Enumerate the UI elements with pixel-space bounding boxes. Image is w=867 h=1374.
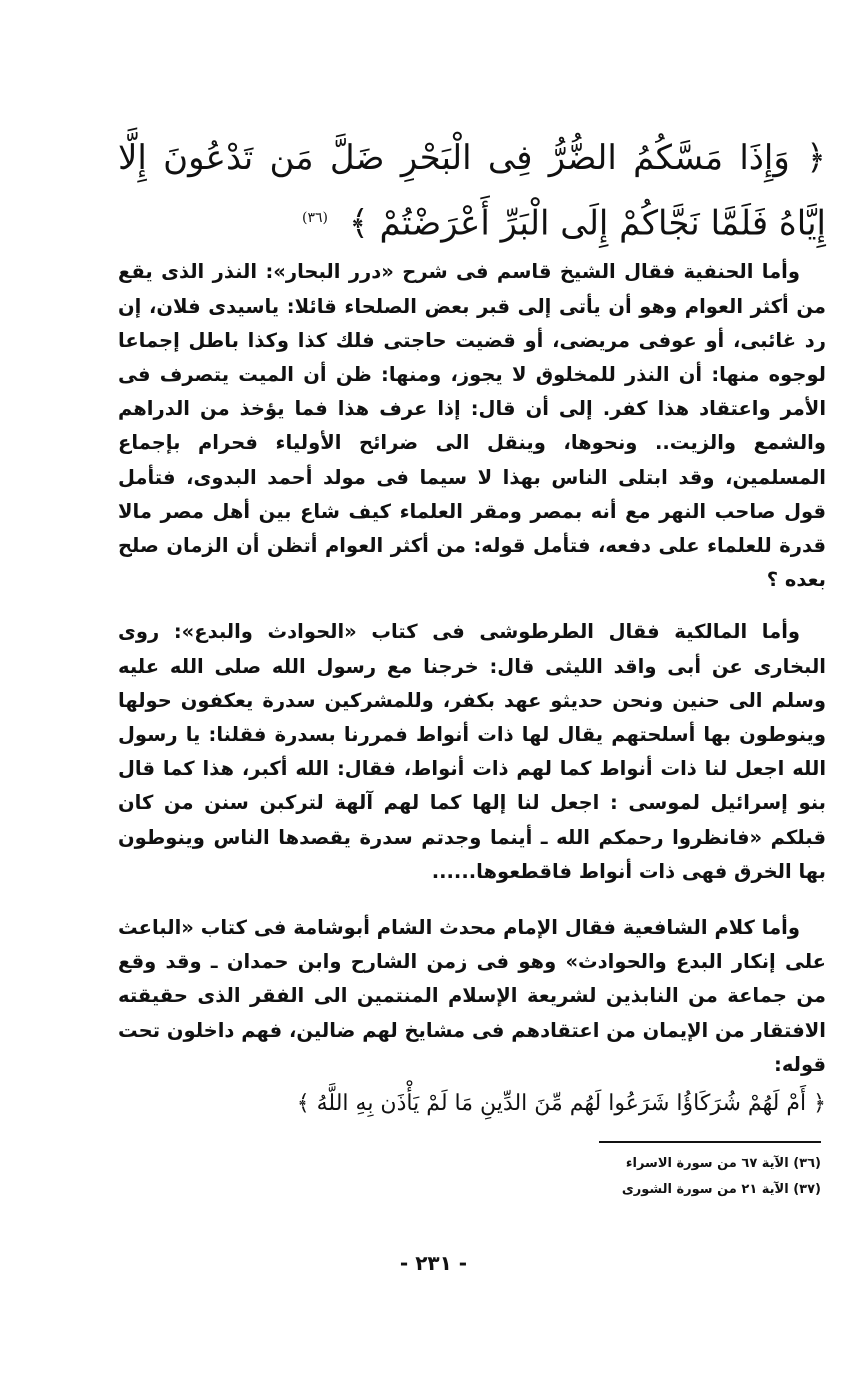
footnote-37: (٣٧) الآية ٢١ من سورة الشورى bbox=[621, 1182, 821, 1197]
page-number: - ٢٣١ - bbox=[399, 1251, 468, 1275]
quran-verse bbox=[118, 128, 826, 253]
inline-quran-verse: ﴿ أَمْ لَهُمْ شُرَكَاؤُا شَرَعُوا لَهُم مِّنَ الدِّينِ مَا لَمْ يَأْذَن بِهِ اللَّهُ ﴾ bbox=[296, 1091, 826, 1116]
footnotes bbox=[599, 1141, 821, 1203]
paragraph-shafii: وأما كلام الشافعية فقال الإمام محدث الشام أبوشامة فى كتاب «الباعث على إنكار البدع والحوادث» وهو فى زمن الشارح وابن حمدان ـ وقد وقع من جماعة من النابذين لشريعة الإسلام المنتمين الى الفقر الذى حقيقته الافتقار من الإيمان من اعتقادهم فى مشايخ لهم ضالين، فهم داخلون تحت قوله: bbox=[118, 915, 826, 1076]
paragraph-hanafi: وأما الحنفية فقال الشيخ قاسم فى شرح «درر البحار»: النذر الذى يقع من أكثر العوام وهو أن يأتى إلى قبر بعض الصلحاء قائلا: ياسيدى فلان، إن رد غائبى، أو عوفى مريضى، أو قضيت حاجتى فلك كذا وكذا باطل إجماعا لوجوه منها: أن النذر للمخلوق لا يجوز، ومنها: ظن أن الميت يتصرف فى الأمر واعتقاد هذا كفر. إلى أن قال: إذا عرف هذا فما يؤخذ من الدراهم والشمع والزيت.. ونحوها، وينقل الى ضرائح الأولياء فحرام بإجماع المسلمين، وقد ابتلى الناس بهذا لا سيما فى مولد أحمد البدوى، فتأمل قول صاحب النهر مع أنه بمصر ومقر العلماء كيف شاع بين أهل مصر مالا قدرة للعلماء على دفعه، فتأمل قوله: من أكثر العوام أتظن أن الزمان صلح بعده ؟ bbox=[118, 260, 826, 592]
page-body bbox=[118, 128, 826, 1126]
footnote-reference: (٣٦) bbox=[302, 210, 328, 226]
verse-text: ﴿ وَإِذَا مَسَّكُمُ الضُّرُّ فِى الْبَحْرِ ضَلَّ مَن تَدْعُونَ إِلَّا إِيَّاهُ فَلَمَّا نَجَّاكُمْ إِلَى الْبَرِّ أَعْرَضْتُمْ ﴾ bbox=[118, 138, 826, 244]
footnote-36: (٣٦) الآية ٦٧ من سورة الاسراء bbox=[625, 1156, 821, 1171]
paragraph-maliki: وأما المالكية فقال الطرطوشى فى كتاب «الحوادث والبدع»: روى البخارى عن أبى واقد الليثى قال: خرجنا مع رسول الله صلى الله عليه وسلم الى حنين ونحن حديثو عهد بكفر، وللمشركين سدرة يعكفون حولها وينوطون بها أسلحتهم يقال لها ذات أنواط فمررنا بسدرة فقلنا: يا رسول الله اجعل لنا ذات أنواط كما لهم ذات أنواط، فقال: الله أكبر، هذا كما قال بنو إسرائيل لموسى : اجعل لنا إلها كما لهم آلهة لتركبن سنن من كان قبلكم «فانظروا رحمكم الله ـ أينما وجدتم سدرة يقصدها الناس وينوطون بها الخرق فهى ذات أنواط فاقطعوها...... bbox=[118, 620, 826, 883]
